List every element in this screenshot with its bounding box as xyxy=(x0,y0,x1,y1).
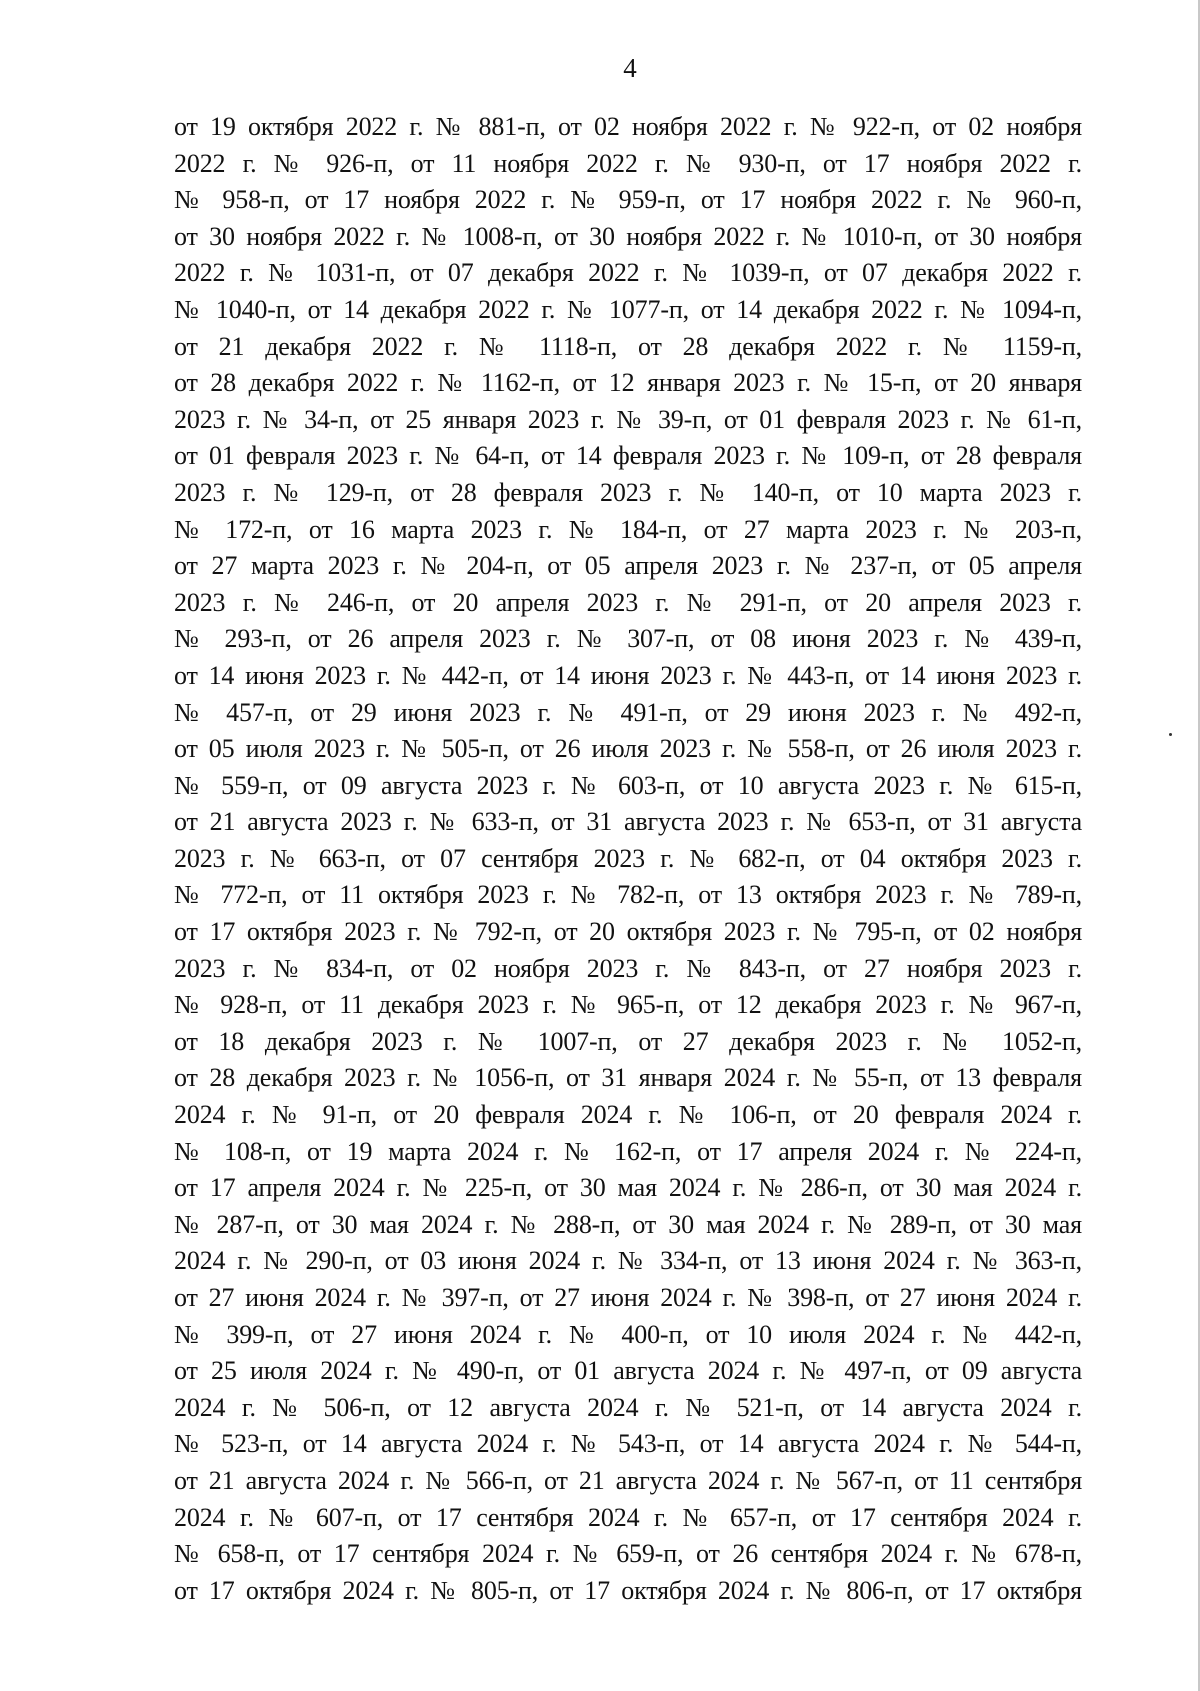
text-line: от 28 декабря 2022 г. № 1162-п, от 12 января 2023 г. № 15-п, от 20 января xyxy=(174,368,1082,398)
text-line: от 19 октября 2022 г. № 881-п, от 02 ноября 2022 г. № 922-п, от 02 ноября xyxy=(174,112,1082,141)
text-line: от 28 декабря 2023 г. № 1056-п, от 31 января 2024 г. № 55-п, от 13 февраля xyxy=(174,1063,1082,1093)
text-line: от 14 июня 2023 г. № 442-п, от 14 июня 2023 г. № 443-п, от 14 июня 2023 г. xyxy=(174,660,1082,690)
text-line: от 30 ноября 2022 г. № 1008-п, от 30 ноября 2022 г. № 1010-п, от 30 ноября xyxy=(174,221,1082,251)
text-line: 2023 г. № 246-п, от 20 апреля 2023 г. № 291-п, от 20 апреля 2023 г. xyxy=(174,587,1082,617)
text-line: 2024 г. № 607-п, от 17 сентября 2024 г. № 657-п, от 17 сентября 2024 г. xyxy=(174,1502,1082,1532)
text-line: № 1040-п, от 14 декабря 2022 г. № 1077-п, от 14 декабря 2022 г. № 1094-п, xyxy=(174,294,1082,324)
text-line: от 17 октября 2023 г. № 792-п, от 20 октября 2023 г. № 795-п, от 02 ноября xyxy=(174,917,1082,947)
text-line: № 958-п, от 17 ноября 2022 г. № 959-п, от 17 ноября 2022 г. № 960-п, xyxy=(174,185,1082,215)
text-line: от 21 декабря 2022 г. № 1118-п, от 28 декабря 2022 г. № 1159-п, xyxy=(174,331,1082,361)
document-body xyxy=(174,109,1082,1609)
text-line: 2024 г. № 290-п, от 03 июня 2024 г. № 334-п, от 13 июня 2024 г. № 363-п, xyxy=(174,1246,1082,1276)
text-line: № 287-п, от 30 мая 2024 г. № 288-п, от 30 мая 2024 г. № 289-п, от 30 мая xyxy=(174,1209,1082,1239)
text-line: № 928-п, от 11 декабря 2023 г. № 965-п, от 12 декабря 2023 г. № 967-п, xyxy=(174,990,1082,1020)
text-line: № 172-п, от 16 марта 2023 г. № 184-п, от 27 марта 2023 г. № 203-п, xyxy=(174,514,1082,544)
text-line: 2022 г. № 926-п, от 11 ноября 2022 г. № 930-п, от 17 ноября 2022 г. xyxy=(174,148,1082,178)
scan-speck xyxy=(1169,733,1172,736)
text-line: от 17 апреля 2024 г. № 225-п, от 30 мая 2024 г. № 286-п, от 30 мая 2024 г. xyxy=(174,1173,1082,1203)
text-line: 2022 г. № 1031-п, от 07 декабря 2022 г. № 1039-п, от 07 декабря 2022 г. xyxy=(174,258,1082,288)
text-line: № 108-п, от 19 марта 2024 г. № 162-п, от 17 апреля 2024 г. № 224-п, xyxy=(174,1136,1082,1166)
text-line: № 559-п, от 09 августа 2023 г. № 603-п, от 10 августа 2023 г. № 615-п, xyxy=(174,770,1082,800)
text-line: 2023 г. № 834-п, от 02 ноября 2023 г. № 843-п, от 27 ноября 2023 г. xyxy=(174,953,1082,983)
text-line: от 01 февраля 2023 г. № 64-п, от 14 февраля 2023 г. № 109-п, от 28 февраля xyxy=(174,441,1082,471)
text-line: № 293-п, от 26 апреля 2023 г. № 307-п, от 08 июня 2023 г. № 439-п, xyxy=(174,624,1082,654)
text-line: 2024 г. № 506-п, от 12 августа 2024 г. № 521-п, от 14 августа 2024 г. xyxy=(174,1392,1082,1422)
text-line: от 18 декабря 2023 г. № 1007-п, от 27 декабря 2023 г. № 1052-п, xyxy=(174,1026,1082,1056)
text-line: 2023 г. № 663-п, от 07 сентября 2023 г. № 682-п, от 04 октября 2023 г. xyxy=(174,843,1082,873)
text-line: от 27 июня 2024 г. № 397-п, от 27 июня 2024 г. № 398-п, от 27 июня 2024 г. xyxy=(174,1283,1082,1312)
text-line: № 399-п, от 27 июня 2024 г. № 400-п, от 10 июля 2024 г. № 442-п, xyxy=(174,1319,1082,1349)
text-line: № 772-п, от 11 октября 2023 г. № 782-п, от 13 октября 2023 г. № 789-п, xyxy=(174,880,1082,910)
text-line: № 658-п, от 17 сентября 2024 г. № 659-п, от 26 сентября 2024 г. № 678-п, xyxy=(174,1539,1082,1569)
text-line: от 21 августа 2023 г. № 633-п, от 31 августа 2023 г. № 653-п, от 31 августа xyxy=(174,807,1082,837)
text-line: № 457-п, от 29 июня 2023 г. № 491-п, от 29 июня 2023 г. № 492-п, xyxy=(174,697,1082,727)
text-line: от 05 июля 2023 г. № 505-п, от 26 июля 2023 г. № 558-п, от 26 июля 2023 г. xyxy=(174,734,1082,764)
text-line: № 523-п, от 14 августа 2024 г. № 543-п, от 14 августа 2024 г. № 544-п, xyxy=(174,1429,1082,1459)
text-line: 2023 г. № 34-п, от 25 января 2023 г. № 39-п, от 01 февраля 2023 г. № 61-п, xyxy=(174,404,1082,434)
text-line: 2024 г. № 91-п, от 20 февраля 2024 г. № 106-п, от 20 февраля 2024 г. xyxy=(174,1100,1082,1130)
text-line: от 27 марта 2023 г. № 204-п, от 05 апреля 2023 г. № 237-п, от 05 апреля xyxy=(174,551,1082,581)
text-line: от 25 июля 2024 г. № 490-п, от 01 августа 2024 г. № 497-п, от 09 августа xyxy=(174,1356,1082,1386)
page-number: 4 xyxy=(623,53,637,83)
text-line: от 21 августа 2024 г. № 566-п, от 21 августа 2024 г. № 567-п, от 11 сентября xyxy=(174,1465,1082,1495)
text-line: 2023 г. № 129-п, от 28 февраля 2023 г. № 140-п, от 10 марта 2023 г. xyxy=(174,477,1082,507)
text-line: от 17 октября 2024 г. № 805-п, от 17 октября 2024 г. № 806-п, от 17 октября xyxy=(174,1575,1082,1605)
